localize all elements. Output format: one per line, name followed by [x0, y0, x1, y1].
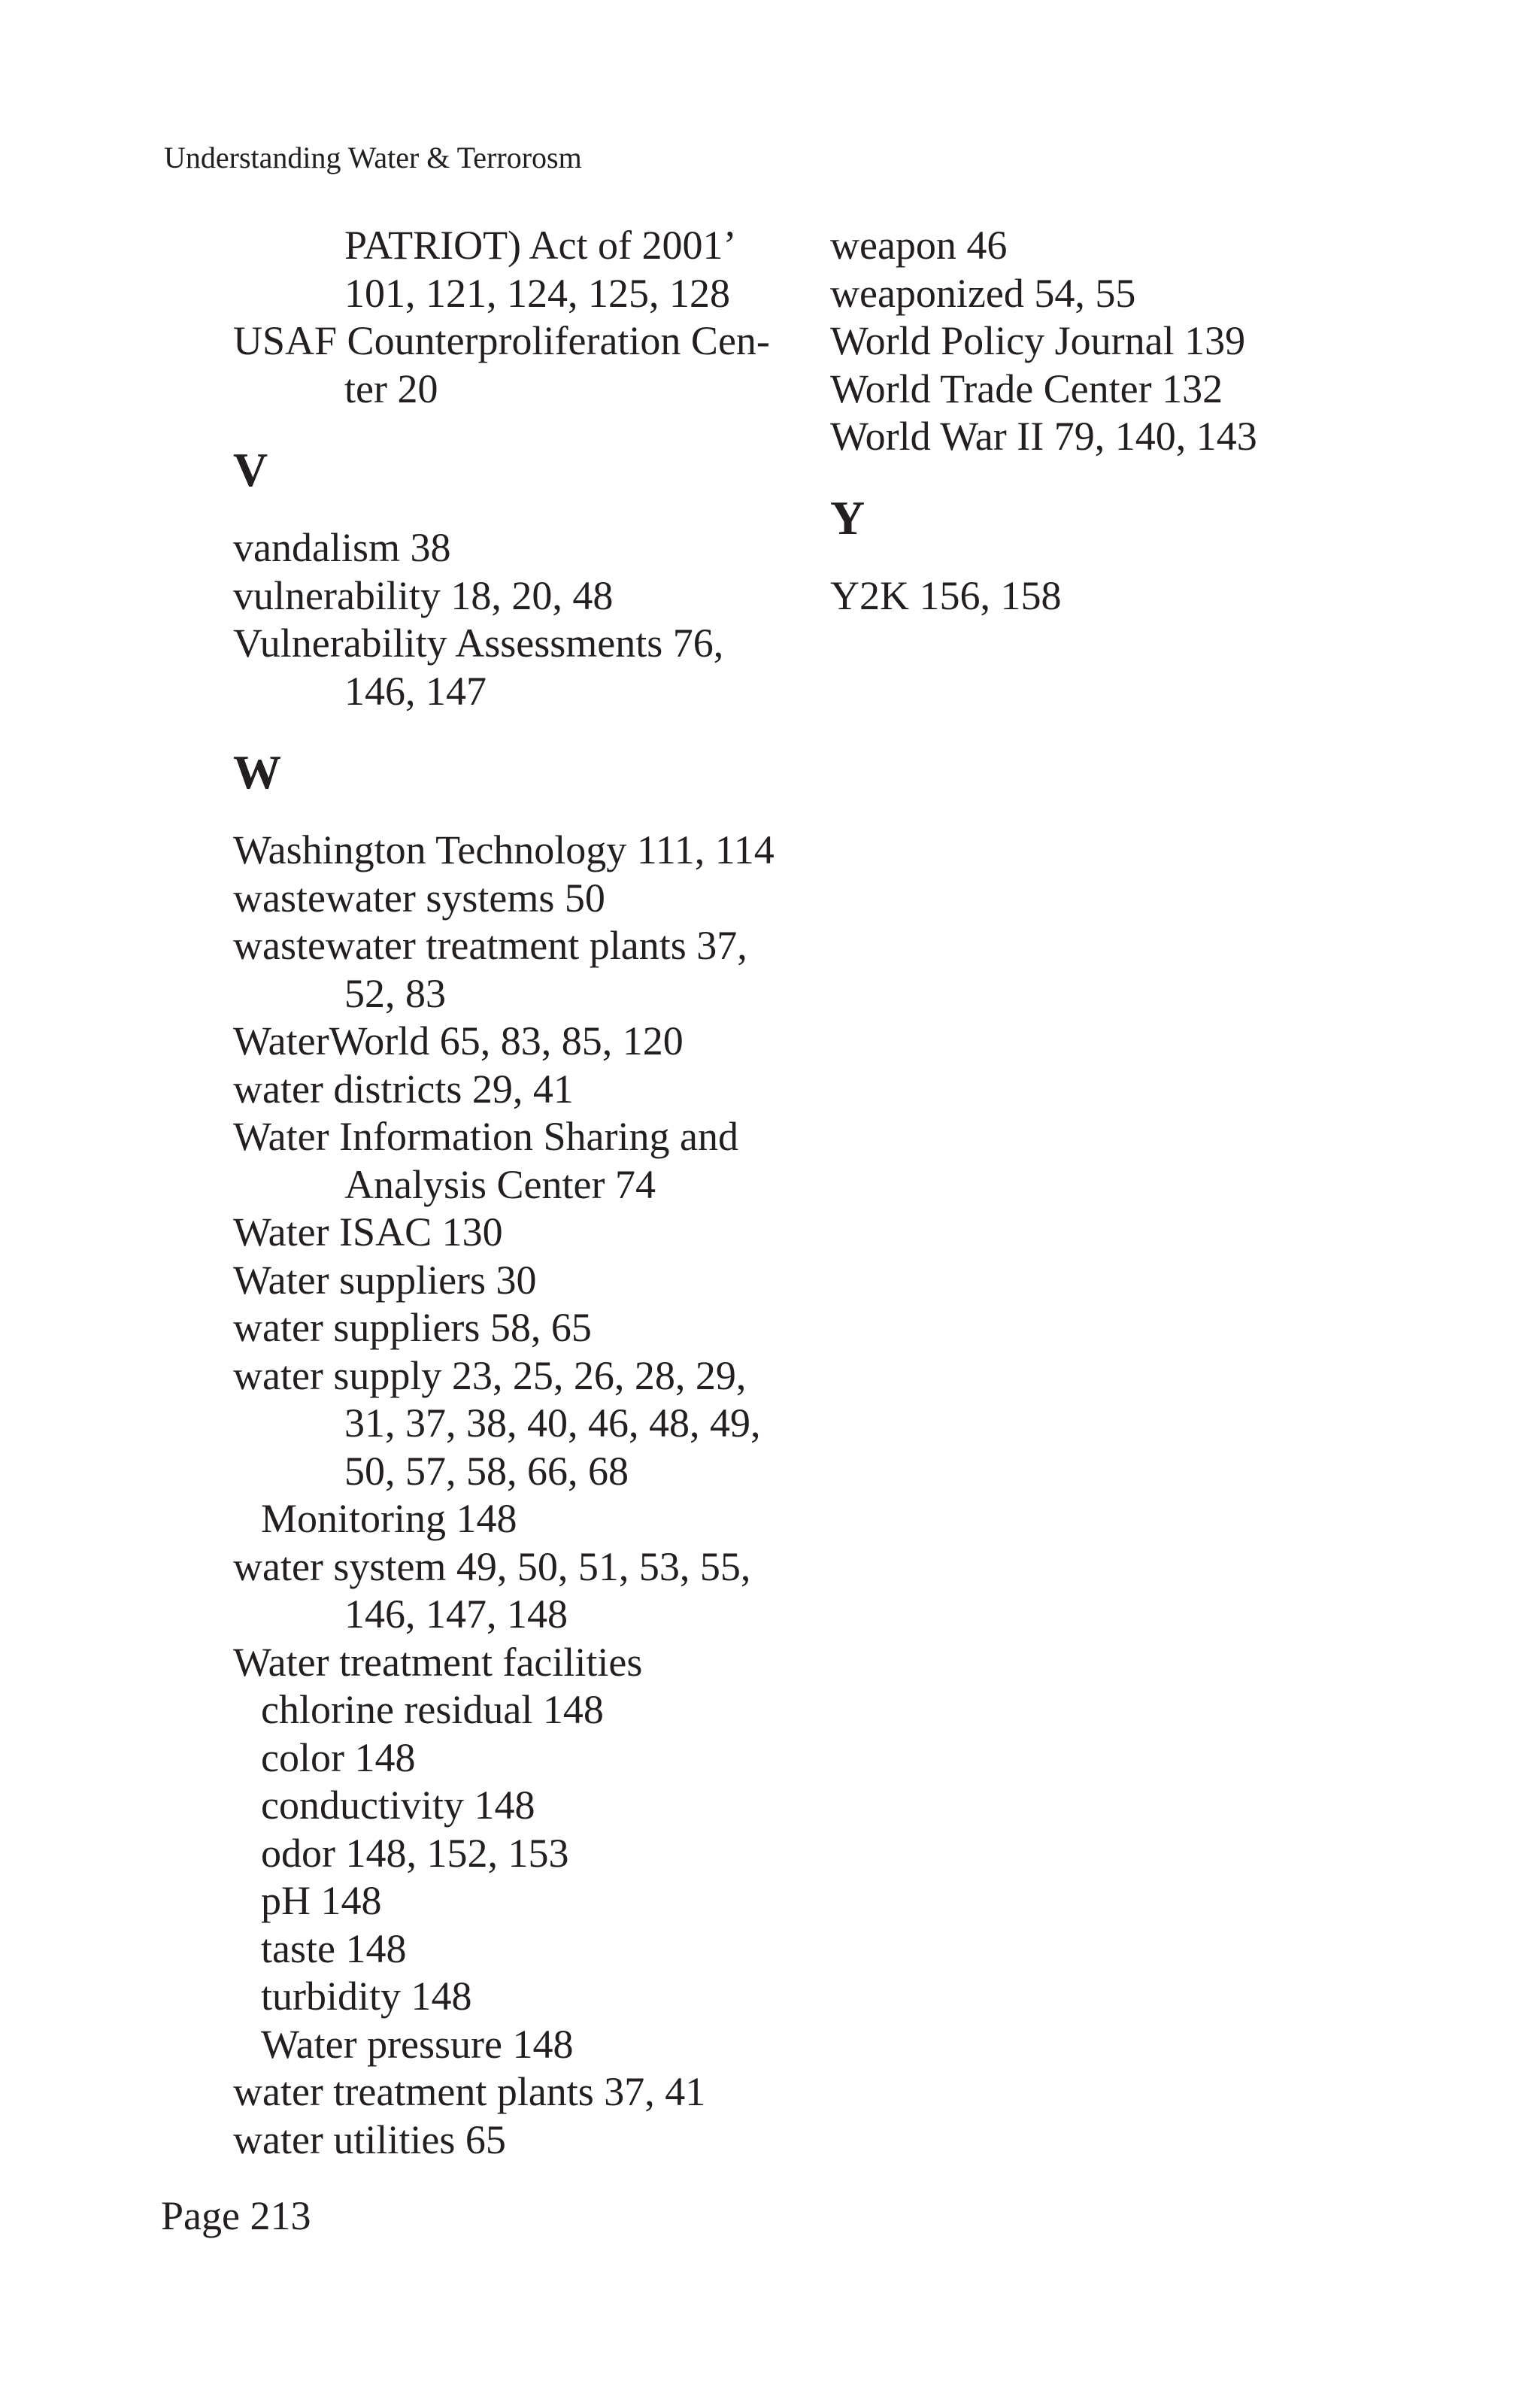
carry-over-entries: [233, 222, 805, 413]
running-head: Understanding Water & Terrorosm: [164, 141, 582, 174]
index-subentry: conductivity 148: [261, 1783, 535, 1828]
index-subentry: pH 148: [261, 1878, 382, 1923]
index-entry: World Policy Journal 139: [830, 318, 1246, 363]
index-entry: weaponized 54, 55: [830, 270, 1136, 316]
index-subentry: Monitoring 148: [261, 1496, 517, 1541]
page-number: Page 213: [161, 2193, 311, 2238]
index-entry-continuation: 146, 147, 148: [344, 1591, 568, 1637]
section-letter-y: Y: [830, 490, 865, 545]
index-entry: vulnerability 18, 20, 48: [233, 572, 614, 618]
index-entry: water treatment plants 37, 41: [233, 2069, 706, 2114]
index-entry: water utilities 65: [233, 2116, 506, 2162]
index-entry: wastewater treatment plants 37,: [233, 923, 747, 968]
index-entry-continuation: 101, 121, 124, 125, 128: [344, 270, 730, 316]
index-entry: Water treatment facilities: [233, 1639, 643, 1685]
index-entry: Water Information Sharing and: [233, 1114, 738, 1159]
index-entry-continuation: ter 20: [344, 366, 438, 411]
index-entry: WaterWorld 65, 83, 85, 120: [233, 1018, 684, 1063]
index-column-left: [233, 222, 805, 2164]
index-entry: Y2K 156, 158: [830, 572, 1062, 618]
index-entry: Washington Technology 111, 114: [233, 827, 775, 872]
index-column-right: [830, 222, 1402, 620]
carry-over-entries: [830, 222, 1402, 461]
index-entry: World Trade Center 132: [830, 366, 1223, 411]
section-v-entries: [233, 524, 805, 715]
index-subentry: color 148: [261, 1734, 416, 1780]
index-entry-continuation: PATRIOT) Act of 2001’: [344, 223, 737, 268]
index-entry-continuation: 50, 57, 58, 66, 68: [344, 1448, 629, 1494]
index-entry: water districts 29, 41: [233, 1066, 574, 1112]
index-entry: wastewater systems 50: [233, 875, 605, 921]
index-subentry: taste 148: [261, 1925, 407, 1971]
index-entry: Water suppliers 30: [233, 1257, 537, 1303]
index-subentry: Water pressure 148: [261, 2021, 574, 2067]
index-entry: Vulnerability Assessments 76,: [233, 620, 724, 666]
index-entry: water supply 23, 25, 26, 28, 29,: [233, 1352, 747, 1398]
index-entry-continuation: 52, 83: [344, 970, 446, 1016]
index-subentry: odor 148, 152, 153: [261, 1830, 569, 1876]
index-entry: weapon 46: [830, 223, 1008, 268]
index-entry: World War II 79, 140, 143: [830, 414, 1257, 459]
index-subentry: turbidity 148: [261, 1974, 472, 2019]
index-entry: water system 49, 50, 51, 53, 55,: [233, 1543, 751, 1589]
index-entry-continuation: 31, 37, 38, 40, 46, 48, 49,: [344, 1400, 761, 1446]
index-entry-continuation: 146, 147: [344, 668, 487, 714]
index-entry: water suppliers 58, 65: [233, 1305, 592, 1350]
section-letter-w: W: [233, 745, 281, 799]
section-y-entries: [830, 572, 1402, 620]
index-entry: Water ISAC 130: [233, 1209, 503, 1255]
section-letter-v: V: [233, 443, 268, 496]
index-entry: USAF Counterproliferation Cen-: [233, 318, 770, 363]
section-w-entries: [233, 827, 805, 2164]
index-subentry: chlorine residual 148: [261, 1687, 604, 1732]
index-entry-continuation: Analysis Center 74: [344, 1161, 656, 1207]
index-entry: vandalism 38: [233, 525, 451, 570]
